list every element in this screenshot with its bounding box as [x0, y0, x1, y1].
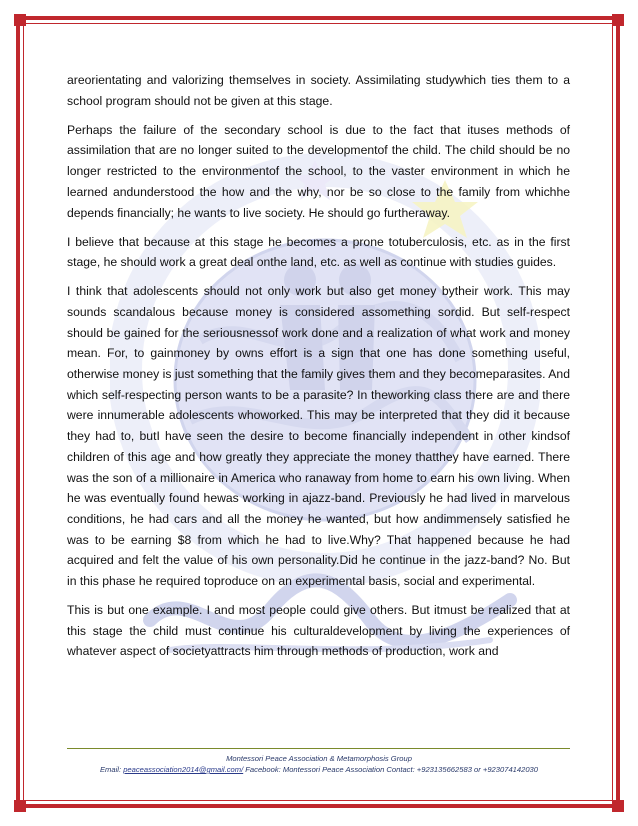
- footer-email-link[interactable]: peaceassociation2014@gmail.com/: [123, 765, 244, 774]
- footer-contact-line: [40, 764, 598, 775]
- footer-contact-details: Facebook: Montessori Peace Association Contact: +923135662583 or +923074142030: [243, 765, 539, 774]
- footer-org-line: Montessori Peace Association & Metamorphosis Group: [226, 754, 412, 763]
- page-footer: [40, 753, 598, 775]
- paragraph-2: Perhaps the failure of the secondary school is due to the fact that ituses methods of assimilation that are no longer suited to the developmentof the child. The child should be no longer restricted to the environmentof the school, to the vaster environment in which he learned andunderstood the how and the why, nor be so close to the family from whichhe depends financially; he wants to live society. He should go furtheraway.: [67, 122, 570, 220]
- footer-email-label: Email:: [99, 765, 124, 774]
- paragraph-1: areorientating and valorizing themselves in society. Assimilating studywhich ties them to a school program should not be given at this stage.: [67, 73, 570, 108]
- paragraph-3: I believe that because at this stage he becomes a prone totuberculosis, etc. as in the first stage, he should work a great deal onthe land, etc. as well as continue with studies guides.: [67, 234, 570, 270]
- footer-divider: [67, 748, 570, 749]
- corner-ornament-top-left: [14, 14, 26, 26]
- paragraph-4: I think that adolescents should not only work but also get money bytheir work. This may sounds scandalous because money is considered assomething sordid. But self-respect should be gained for the seriousnessof work done and a realization of what work and money mean. For, to gainmoney by owns effort is a sign that one has done something useful, otherwise money is just something that the family gives them and they becomeparasites. And which self-respecting person wants to be a parasite? In theworking class there are and there were innumerable adolescents whoworked. This may be interpreted that they did it because they had to, butI have seen the desire to become financially independent in other kindsof children of this age and how greatly they appreciate the money thatthey have earned. There was the son of a millionaire in America who ranaway from home to earn his own living. When he was eventually found hewas working in ajazz-band. Previously he had lived in marvelous conditions, he had cars and all the money he wanted, but how andimmensely satisfied he was to be earning $8 from which he had to live.Why? That happened because he had acquired and felt the value of his own personality.Did he continue in the jazz-band? No. But in this phase he required toproduce on an experimental basis, social and experimental.: [67, 284, 570, 589]
- corner-ornament-top-right: [612, 14, 624, 26]
- paragraph-5: This is but one example. I and most people could give others. But itmust be realized that at this stage the child must continue his culturaldevelopment by living the experiences of whatever aspect of societyattracts him through methods of production, work and: [67, 603, 570, 659]
- corner-ornament-bottom-right: [612, 800, 624, 812]
- corner-ornament-bottom-left: [14, 800, 26, 812]
- page-body-text: [67, 70, 570, 670]
